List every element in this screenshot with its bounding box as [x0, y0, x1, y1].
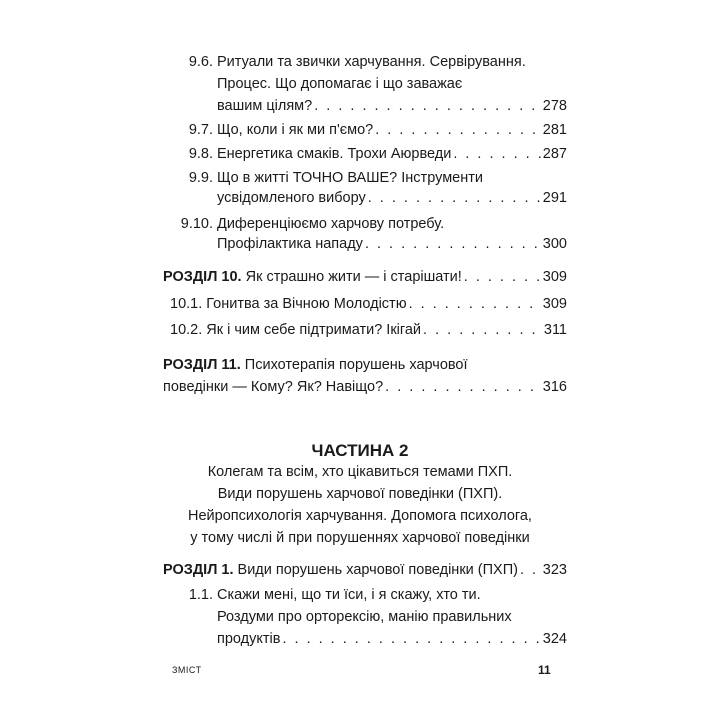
dot-leader	[385, 378, 541, 396]
toc-entry-text: вашим цілям?	[217, 98, 313, 114]
toc-entry-text: Що, коли і як ми п'ємо?	[217, 122, 374, 138]
toc-entry-text: Види порушень харчової поведінки (ПХП)	[237, 562, 518, 578]
part-title: ЧАСТИНА 2	[311, 441, 409, 460]
toc-entry-number: 9.7.	[188, 122, 213, 138]
toc-chapter-number: РОЗДІЛ 1.	[163, 562, 234, 578]
toc-page-number: 281	[542, 122, 567, 138]
toc-entry-text: продуктів	[217, 631, 281, 647]
toc-page-number: 291	[542, 190, 567, 206]
toc-entry-last-line	[217, 145, 567, 163]
toc-entry-number: 9.10.	[180, 216, 213, 232]
dot-leader	[464, 268, 541, 286]
dot-leader	[282, 630, 540, 648]
toc-entry-text: Процес. Що допомагає і що заважає	[217, 76, 463, 92]
toc-entry-text: Ритуали та звички харчування. Сервірування.	[217, 54, 526, 70]
toc-entry-number: 9.8.	[188, 146, 213, 162]
dot-leader	[365, 235, 541, 253]
toc-chapter-line	[163, 561, 567, 579]
toc-entry-text: Що в житті ТОЧНО ВАШЕ? Інструменти	[217, 170, 483, 186]
toc-entry-number: 1.1.	[188, 587, 213, 603]
toc-page-number: 287	[542, 146, 567, 162]
toc-entry-text: Скажи мені, що ти їси, і я скажу, хто ти.	[217, 587, 481, 603]
toc-chapter-number: РОЗДІЛ 10.	[163, 269, 242, 285]
running-footer-section: ЗМІСТ	[172, 665, 202, 675]
dot-leader	[314, 97, 541, 115]
dot-leader	[453, 145, 540, 163]
dot-leader	[375, 121, 541, 139]
page-number: 11	[538, 663, 551, 677]
toc-chapter-line	[163, 268, 567, 286]
part-subtitle-line: Види порушень харчової поведінки (ПХП).	[217, 486, 503, 502]
toc-entry-last-line	[163, 378, 567, 396]
toc-entry-last-line	[217, 97, 567, 115]
toc-chapter-number: РОЗДІЛ 11.	[163, 357, 241, 373]
toc-entry-text: Психотерапія порушень харчової	[244, 357, 468, 373]
toc-page-number: 316	[542, 379, 567, 395]
toc-page-number: 323	[542, 562, 567, 578]
toc-entry-line	[170, 321, 567, 339]
toc-entry-text: усвідомленого вибору	[217, 190, 366, 206]
dot-leader	[423, 321, 542, 339]
toc-entry-text: Енергетика смаків. Трохи Аюрведи	[217, 146, 452, 162]
part-subtitle-line: Нейропсихологія харчування. Допомога психолога,	[188, 508, 532, 524]
toc-entry-last-line	[217, 235, 567, 253]
dot-leader	[409, 295, 541, 313]
toc-entry-text: Профілактика нападу	[217, 236, 363, 252]
toc-entry-number: 9.6.	[188, 54, 213, 70]
toc-page-number: 278	[542, 98, 567, 114]
toc-entry-text: Як страшно жити — і старішати!	[245, 269, 462, 285]
toc-entry-text: Гонитва за Вічною Молодістю	[206, 296, 407, 312]
toc-entry-text: поведінки — Кому? Як? Навіщо?	[163, 379, 384, 395]
toc-page-number: 309	[542, 296, 567, 312]
toc-entry-number: 9.9.	[188, 170, 213, 186]
toc-entry-last-line	[217, 121, 567, 139]
dot-leader	[368, 189, 541, 207]
part-subtitle-line: Колегам та всім, хто цікавиться темами ПХП.	[207, 464, 513, 480]
dot-leader	[520, 561, 541, 579]
toc-page-number: 324	[542, 631, 567, 647]
toc-entry-line	[170, 295, 567, 313]
toc-chapter-line	[163, 356, 468, 374]
toc-page-number: 309	[542, 269, 567, 285]
toc-entry-last-line	[217, 189, 567, 207]
toc-page-number: 311	[543, 322, 567, 338]
toc-entry-number: 10.1.	[170, 296, 203, 312]
toc-entry-text: Диференціюємо харчову потребу.	[217, 216, 445, 232]
toc-entry-last-line	[217, 630, 567, 648]
part-subtitle-line: у тому числі й при порушеннях харчової поведінки	[190, 530, 530, 546]
toc-page-number: 300	[542, 236, 567, 252]
toc-entry-number: 10.2.	[170, 322, 203, 338]
toc-entry-text: Роздуми про орторексію, манію правильних	[217, 609, 512, 625]
toc-entry-text: Як і чим себе підтримати? Ікігай	[206, 322, 422, 338]
